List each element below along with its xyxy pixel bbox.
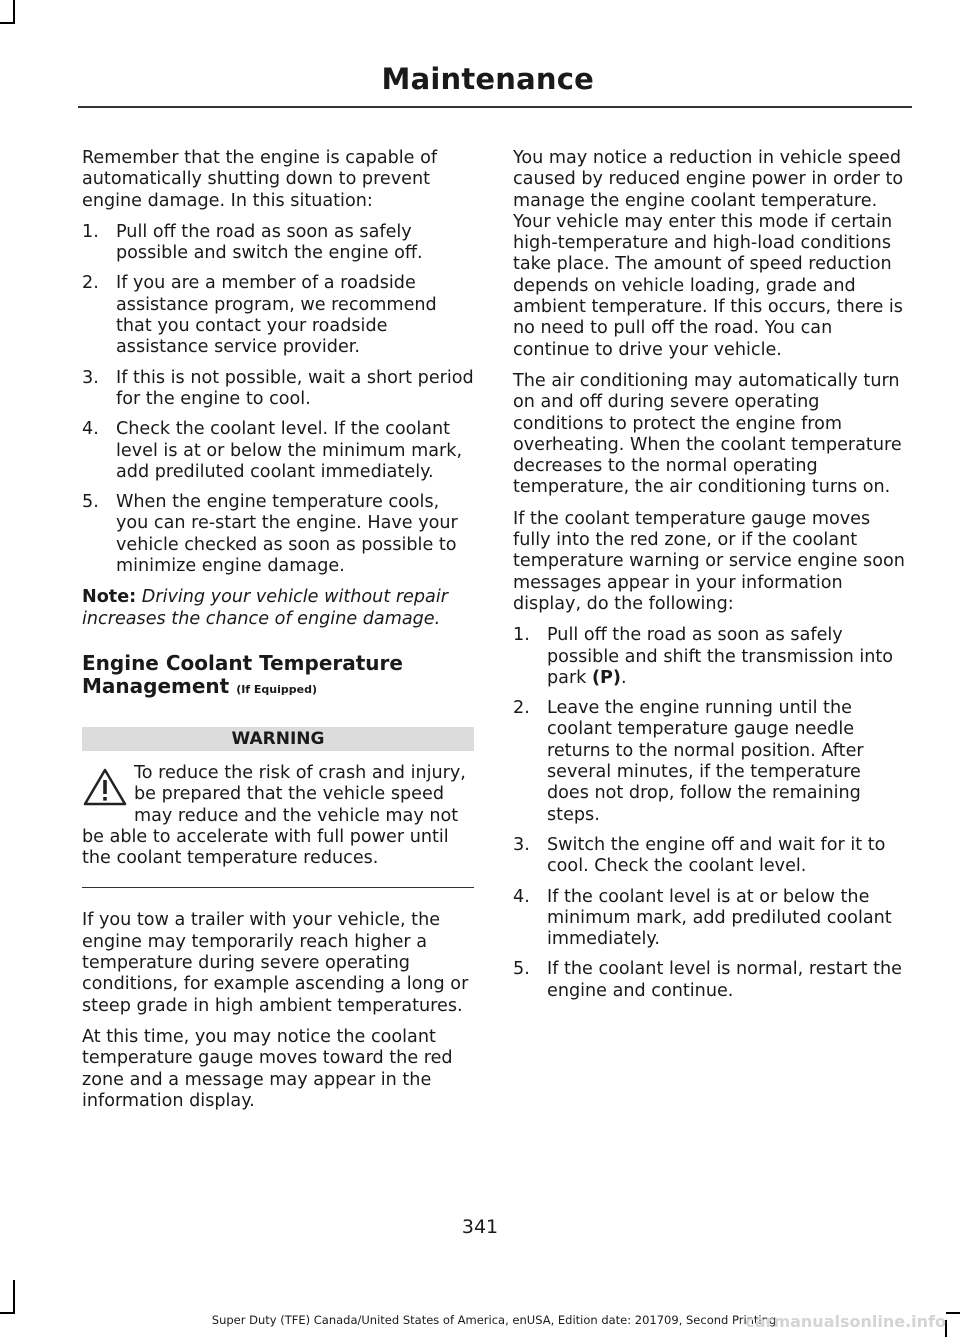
list-item <box>82 492 474 577</box>
red-zone-paragraph: If the coolant temperature gauge moves fully into the red zone, or if the coolant temperature warning or service engine soon messages appear in your information display, do the following: <box>513 508 905 614</box>
step-number: 1. <box>513 625 530 646</box>
park-symbol: (P) <box>591 667 621 688</box>
list-item <box>513 835 908 878</box>
step-text-end: . <box>620 667 627 688</box>
step-number: 2. <box>513 698 530 719</box>
crop-mark <box>13 1280 15 1314</box>
section-title: Engine Coolant Temperature Management <box>82 650 403 698</box>
step-text: Leave the engine running until the coolant temperature gauge needle returns to the normal position. After several minutes, if the temperature does not drop, follow the remaining steps. <box>547 698 864 825</box>
list-item <box>513 698 908 826</box>
step-text: If the coolant level is normal, restart the engine and continue. <box>547 959 902 1001</box>
warning-triangle-icon <box>82 767 128 807</box>
step-number: 5. <box>513 959 530 980</box>
header-divider <box>78 106 912 108</box>
left-column <box>82 148 474 1122</box>
right-column <box>513 148 908 1012</box>
crop-mark <box>13 0 15 24</box>
step-text: Switch the engine off and wait for it to cool. Check the coolant level. <box>547 834 886 877</box>
towing-paragraph: If you tow a trailer with your vehicle, the engine may temporarily reach higher a temperature during severe operating conditions, for example ascending a long or steep grade in high ambient temperatures. <box>82 910 469 1016</box>
watermark: carmanualsonline.info <box>745 1312 946 1331</box>
section-heading <box>82 652 474 701</box>
step-number: 4. <box>513 886 530 907</box>
step-text: When the engine temperature cools, you can re-start the engine. Have your vehicle checked as soon as possible to minimize engine damage. <box>116 492 458 577</box>
list-item <box>513 625 908 689</box>
section-qualifier: (If Equipped) <box>236 682 318 696</box>
intro-paragraph: Remember that the engine is capable of automatically shutting down to prevent engine damage. In this situation: <box>82 148 438 211</box>
note <box>82 587 474 630</box>
step-number: 3. <box>513 834 530 855</box>
list-item <box>82 419 474 483</box>
step-number: 1. <box>82 221 99 242</box>
page-number: 341 <box>461 1216 499 1238</box>
step-text: Check the coolant level. If the coolant level is at or below the minimum mark, add prediluted coolant immediately. <box>116 419 463 482</box>
step-text: If you are a member of a roadside assistance program, we recommend that you contact your roadside assistance service provider. <box>116 273 437 358</box>
shutdown-steps-list <box>82 222 474 577</box>
list-item <box>513 887 908 951</box>
edition-footer: Super Duty (TFE) Canada/United States of America, enUSA, Edition date: 201709, Second Printing <box>211 1313 777 1327</box>
step-text: Pull off the road as soon as safely possible and shift the transmission into park <box>547 625 894 688</box>
step-number: 2. <box>82 273 99 294</box>
red-zone-steps-list <box>513 625 908 1002</box>
speed-reduction-paragraph: You may notice a reduction in vehicle speed caused by reduced engine power in order to manage the engine coolant temperature. Your vehicle may enter this mode if certain high-temperature and high-load conditions take place. The amount of speed reduction depends on vehicle loading, grade and ambient temperature. If this occurs, there is no need to pull off the road. You can continue to drive your vehicle. <box>513 148 904 360</box>
air-conditioning-paragraph: The air conditioning may automatically turn on and off during severe operating conditions to protect the engine from overheating. When the coolant temperature decreases to the normal operating temperature, the air conditioning turns on. <box>513 370 902 498</box>
note-label: Note: <box>82 587 137 608</box>
note-text: Driving your vehicle without repair increases the chance of engine damage. <box>82 587 448 629</box>
step-text: If this is not possible, wait a short period for the engine to cool. <box>116 367 474 409</box>
list-item <box>82 273 474 358</box>
step-text: Pull off the road as soon as safely possible and switch the engine off. <box>116 221 423 264</box>
crop-mark <box>0 22 14 24</box>
page-title: Maintenance <box>381 62 594 96</box>
warning-header: WARNING <box>82 727 474 751</box>
list-item <box>82 222 474 265</box>
warning-text: To reduce the risk of crash and injury, be prepared that the vehicle speed may reduce and the vehicle may not be able to accelerate with full power until the coolant temperature reduces. <box>82 762 466 869</box>
list-item <box>82 368 474 411</box>
step-number: 3. <box>82 367 99 388</box>
list-item <box>513 959 908 1002</box>
warning-box <box>82 727 474 888</box>
step-text: If the coolant level is at or below the minimum mark, add prediluted coolant immediately. <box>547 886 892 950</box>
step-number: 5. <box>82 492 99 513</box>
step-number: 4. <box>82 419 99 440</box>
warning-divider <box>82 887 474 888</box>
gauge-paragraph: At this time, you may notice the coolant temperature gauge moves toward the red zone and a message may appear in the information display. <box>82 1026 453 1111</box>
